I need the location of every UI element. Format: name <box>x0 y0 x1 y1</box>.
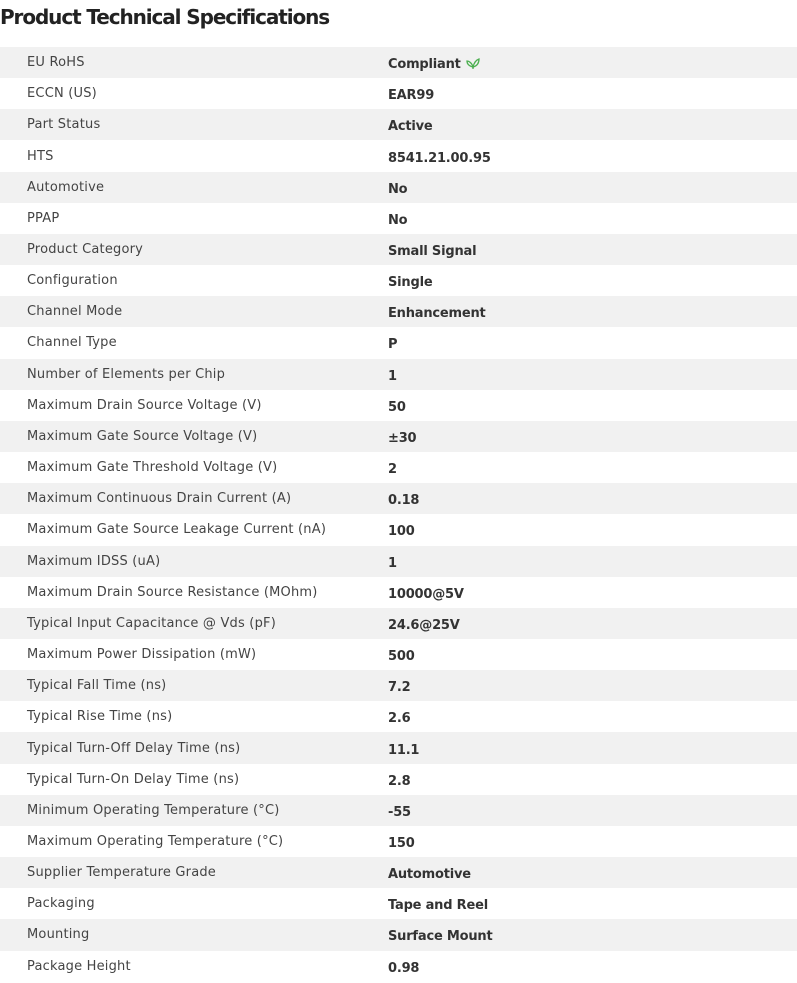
spec-value: 100 <box>388 524 415 540</box>
spec-value-cell <box>388 359 797 390</box>
spec-value: 10000@5V <box>388 586 464 602</box>
spec-name: Typical Turn-On Delay Time (ns) <box>27 771 240 787</box>
spec-name: Package Height <box>27 958 131 974</box>
spec-row-6 <box>0 203 797 234</box>
spec-name: Maximum Gate Source Leakage Current (nA) <box>27 522 327 538</box>
spec-name: Maximum Gate Source Voltage (V) <box>27 428 258 444</box>
spec-name: Channel Type <box>27 335 117 351</box>
spec-value-cell <box>388 546 797 577</box>
spec-value-cell <box>388 172 797 203</box>
spec-value-cell <box>388 639 797 670</box>
spec-row-27 <box>0 857 797 888</box>
spec-row-5 <box>0 172 797 203</box>
spec-row-1 <box>0 47 797 78</box>
spec-value-cell <box>388 670 797 701</box>
spec-value: Automotive <box>388 867 471 883</box>
spec-name: Typical Input Capacitance @ Vds (pF) <box>27 615 276 631</box>
page-title: Product Technical Specifications <box>0 5 330 29</box>
spec-name: Maximum Gate Threshold Voltage (V) <box>27 460 278 476</box>
spec-name: Maximum Operating Temperature (°C) <box>27 833 284 849</box>
spec-row-29 <box>0 919 797 950</box>
spec-value-cell <box>388 390 797 421</box>
spec-name: PPAP <box>27 210 60 226</box>
spec-row-26 <box>0 826 797 857</box>
spec-row-2 <box>0 78 797 109</box>
spec-value: Active <box>388 119 433 135</box>
spec-value: ±30 <box>388 430 417 446</box>
spec-name: Mounting <box>27 927 90 943</box>
spec-value-cell <box>388 888 797 919</box>
spec-name: Packaging <box>27 896 95 912</box>
spec-name: Supplier Temperature Grade <box>27 865 217 881</box>
spec-value-cell <box>388 795 797 826</box>
spec-row-18 <box>0 577 797 608</box>
spec-name: Product Category <box>27 242 144 258</box>
spec-row-12 <box>0 390 797 421</box>
spec-row-3 <box>0 109 797 140</box>
spec-row-16 <box>0 514 797 545</box>
spec-row-8 <box>0 265 797 296</box>
spec-name: Typical Fall Time (ns) <box>27 678 167 694</box>
spec-value: Compliant <box>388 57 461 73</box>
spec-value: 24.6@25V <box>388 617 460 633</box>
spec-value: No <box>388 212 408 228</box>
spec-name: Part Status <box>27 117 101 133</box>
spec-value-cell <box>388 109 797 140</box>
spec-value-cell <box>388 764 797 795</box>
spec-row-28 <box>0 888 797 919</box>
spec-name: Typical Turn-Off Delay Time (ns) <box>27 740 241 756</box>
spec-value: 11.1 <box>388 742 420 758</box>
spec-value: Small Signal <box>388 244 477 260</box>
spec-row-14 <box>0 452 797 483</box>
spec-value: 0.98 <box>388 960 420 976</box>
spec-row-15 <box>0 483 797 514</box>
spec-value: 2.8 <box>388 773 411 789</box>
spec-value-cell <box>388 452 797 483</box>
spec-value: -55 <box>388 804 411 820</box>
spec-value-cell <box>388 701 797 732</box>
spec-value: 1 <box>388 368 397 384</box>
spec-value: No <box>388 181 408 197</box>
spec-name: HTS <box>27 148 54 164</box>
spec-row-24 <box>0 764 797 795</box>
spec-row-11 <box>0 359 797 390</box>
spec-value: 0.18 <box>388 493 420 509</box>
spec-value-cell <box>388 234 797 265</box>
spec-table-body <box>0 47 797 982</box>
spec-name: Typical Rise Time (ns) <box>27 709 173 725</box>
spec-value-cell <box>388 577 797 608</box>
spec-value: Enhancement <box>388 306 486 322</box>
spec-row-30 <box>0 951 797 982</box>
spec-value-cell <box>388 327 797 358</box>
spec-name: Minimum Operating Temperature (°C) <box>27 802 280 818</box>
spec-value-cell <box>388 203 797 234</box>
spec-name: Maximum Drain Source Voltage (V) <box>27 397 262 413</box>
spec-row-7 <box>0 234 797 265</box>
spec-value: 2.6 <box>388 711 411 727</box>
spec-value-cell <box>388 296 797 327</box>
spec-name: EU RoHS <box>27 55 85 71</box>
spec-value-cell <box>388 732 797 763</box>
leaf-icon <box>466 57 480 69</box>
spec-name: Maximum Continuous Drain Current (A) <box>27 491 292 507</box>
spec-row-20 <box>0 639 797 670</box>
spec-row-25 <box>0 795 797 826</box>
spec-value: 7.2 <box>388 680 411 696</box>
spec-row-10 <box>0 327 797 358</box>
spec-value: EAR99 <box>388 88 435 104</box>
spec-value: 150 <box>388 835 415 851</box>
spec-value: Surface Mount <box>388 929 493 945</box>
spec-row-17 <box>0 546 797 577</box>
spec-name: Automotive <box>27 179 105 195</box>
spec-value-cell <box>388 421 797 452</box>
spec-name: Channel Mode <box>27 304 123 320</box>
spec-value-cell <box>388 919 797 950</box>
spec-value-cell <box>388 140 797 171</box>
spec-value-cell <box>388 483 797 514</box>
spec-value: 50 <box>388 399 406 415</box>
spec-value-cell <box>388 78 797 109</box>
spec-value-cell <box>388 857 797 888</box>
spec-row-23 <box>0 732 797 763</box>
spec-row-19 <box>0 608 797 639</box>
spec-row-22 <box>0 701 797 732</box>
spec-value: 1 <box>388 555 397 571</box>
spec-table <box>0 47 797 982</box>
spec-value: P <box>388 337 398 353</box>
spec-value-cell <box>388 514 797 545</box>
spec-name: Configuration <box>27 273 118 289</box>
spec-value-cell <box>388 951 797 982</box>
spec-value-cell <box>388 826 797 857</box>
spec-value: 500 <box>388 649 415 665</box>
spec-value-cell <box>388 608 797 639</box>
spec-row-13 <box>0 421 797 452</box>
spec-row-21 <box>0 670 797 701</box>
spec-name: Number of Elements per Chip <box>27 366 226 382</box>
spec-name: Maximum IDSS (uA) <box>27 553 161 569</box>
spec-value: 8541.21.00.95 <box>388 150 491 166</box>
spec-value: Single <box>388 275 433 291</box>
spec-value: 2 <box>388 462 397 478</box>
spec-row-9 <box>0 296 797 327</box>
spec-value-cell <box>388 47 797 78</box>
spec-row-4 <box>0 140 797 171</box>
spec-name: Maximum Drain Source Resistance (MOhm) <box>27 584 318 600</box>
spec-name: Maximum Power Dissipation (mW) <box>27 647 257 663</box>
spec-value-cell <box>388 265 797 296</box>
spec-name: ECCN (US) <box>27 86 97 102</box>
spec-value: Tape and Reel <box>388 898 488 914</box>
